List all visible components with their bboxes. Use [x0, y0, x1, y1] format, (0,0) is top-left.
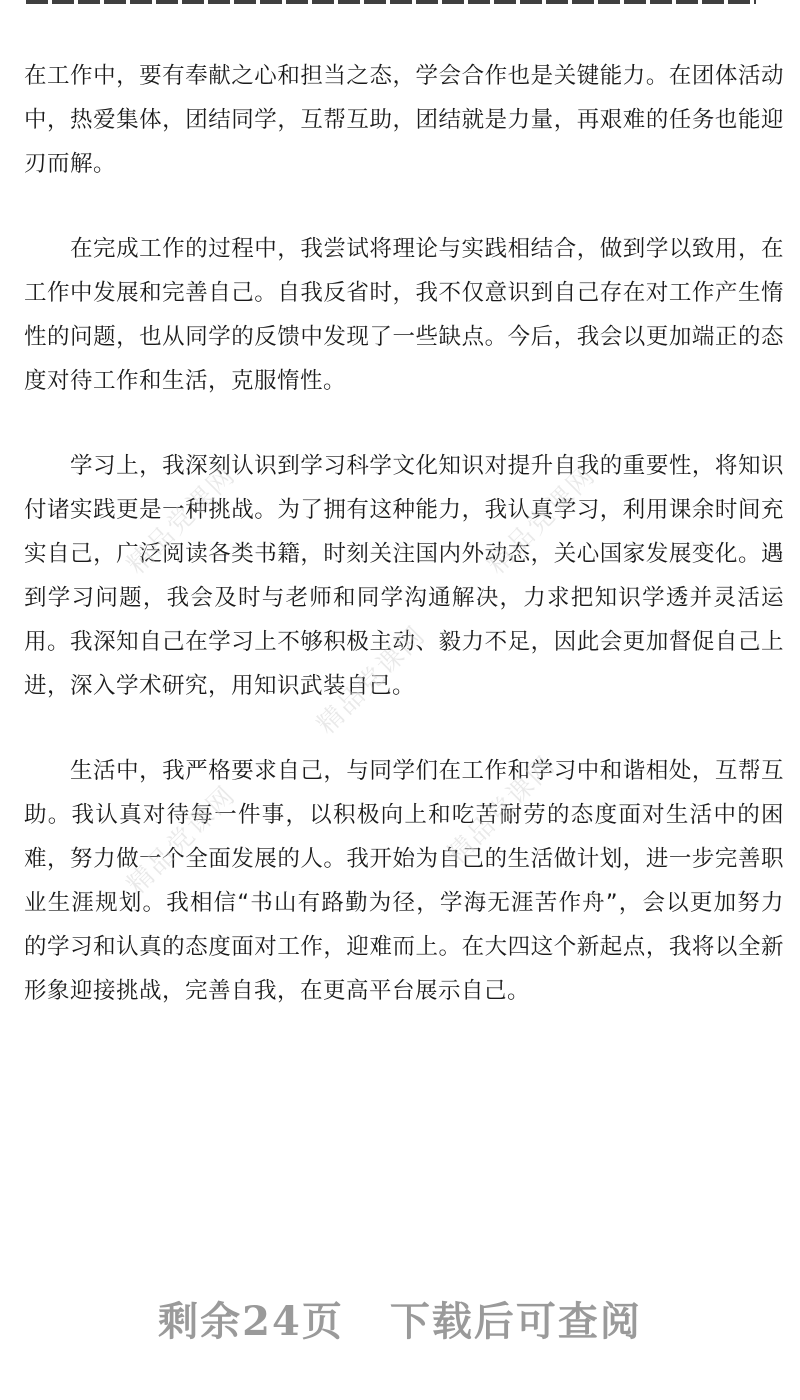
watermark: 精品党课网 [311, 620, 432, 741]
download-to-view-text[interactable]: 下载后可查阅 [389, 1298, 642, 1345]
paragraph-2: 在完成工作的过程中，我尝试将理论与实践相结合，做到学以致用，在工作中发展和完善自己。自我反省时，我不仅意识到自己存在对工作产生惰性的问题，也从同学的反馈中发现了一些缺点。今后，我会以更加端正的态度对待工作和生活，克服惰性。 [24, 236, 784, 394]
document-body [24, 54, 784, 1013]
watermark: 精品党课网 [121, 780, 242, 901]
watermark: 精品党课网 [441, 750, 562, 871]
download-prompt-banner[interactable] [0, 1290, 800, 1347]
cut-text-fragment [26, 0, 756, 4]
paragraph-4: 生活中，我严格要求自己，与同学们在工作和学习中和谐相处，互帮互助。我认真对待每一件事，以积极向上和吃苦耐劳的态度面对生活中的困难，努力做一个全面发展的人。我开始为自己的生活做计划，进一步完善职业生涯规划。我相信“书山有路勤为径，学海无涯苦作舟”，会以更加努力的学习和认真的态度面对工作，迎难而上。在大四这个新起点，我将以全新形象迎接挑战，完善自我，在更高平台展示自己。 [24, 758, 784, 1004]
paragraph-1: 在工作中，要有奉献之心和担当之态，学会合作也是关键能力。在团体活动中，热爱集体，团结同学，互帮互助，团结就是力量，再艰难的任务也能迎刃而解。 [24, 63, 784, 177]
remaining-pages-text[interactable]: 剩余24页 [158, 1298, 344, 1345]
paragraph-3: 学习上，我深刻认识到学习科学文化知识对提升自我的重要性，将知识付诸实践更是一种挑战。为了拥有这种能力，我认真学习，利用课余时间充实自己，广泛阅读各类书籍，时刻关注国内外动态，关心国家发展变化。遇到学习问题，我会及时与老师和同学沟通解决，力求把知识学透并灵活运用。我深知自己在学习上不够积极主动、毅力不足，因此会更加督促自己上进，深入学术研究，用知识武装自己。 [24, 453, 784, 699]
previous-page-cut-line [0, 0, 800, 4]
watermark: 精品党课网 [481, 460, 602, 581]
watermark: 精品党课网 [121, 460, 242, 581]
